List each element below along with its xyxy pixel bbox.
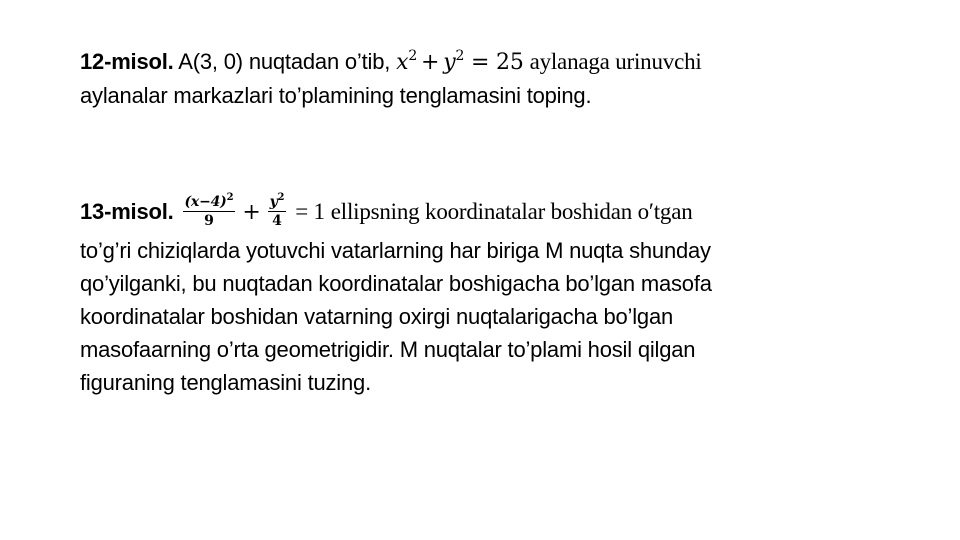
fraction-y-numerator [268, 191, 287, 212]
fraction-x-denominator: 9 [204, 212, 214, 229]
fraction-x-exp: 2 [226, 191, 234, 203]
fraction-x-numerator [183, 191, 236, 212]
problem-12-text-after-eq: aylanaga urinuvchi [529, 49, 702, 74]
fraction-y-denominator: 4 [272, 212, 282, 229]
ellipse-plus: + [242, 200, 261, 225]
problem-12-line-1 [80, 45, 890, 79]
problem-13-label: 13-misol. [80, 199, 174, 224]
eq-var-y: y [443, 50, 456, 75]
problem-13-line-5: masofaarning o’rta geometrigidir. M nuqtalar to’plami hosil qilgan [80, 337, 696, 362]
problem-13-line-3: qo’yilganki, bu nuqtadan koordinatalar boshigacha bo’lgan masofa [80, 271, 712, 296]
fraction-x-term [183, 191, 236, 229]
eq-exp-x: 2 [408, 48, 418, 64]
eq-plus: + [421, 50, 440, 75]
problem-13 [80, 190, 890, 399]
fraction-y-numerator-text: y [269, 193, 278, 210]
circle-equation [396, 50, 524, 75]
problem-13-line-4: koordinatalar boshidan vatarning oxirgi nuqtalarigacha bo’lgan [80, 304, 674, 329]
problem-13-line-2: to’g’ri chiziqlarda yotuvchi vatarlarning har biriga M nuqta shunday [80, 238, 711, 263]
fraction-x-numerator-text: (x−4) [184, 193, 227, 210]
eq-rhs: = 25 [471, 50, 524, 75]
problem-12-line-2: aylanalar markazlari to’plamining tenglamasini toping. [80, 83, 592, 108]
problem-13-line-6: figuraning tenglamasini tuzing. [80, 370, 371, 395]
problem-12-label: 12-misol. [80, 49, 174, 74]
problem-12-point: A(3, 0) [178, 49, 243, 74]
eq-var-x: x [396, 50, 409, 75]
eq-exp-y: 2 [455, 48, 465, 64]
fraction-y-exp: 2 [277, 191, 285, 203]
fraction-y-term [268, 191, 287, 229]
problem-13-line-1 [80, 190, 890, 234]
problem-13-text-after-eq: ellipsning koordinatalar boshidan o′tgan [330, 199, 693, 224]
problem-12-text-before-eq: nuqtadan o’tib, [248, 49, 391, 74]
ellipse-rhs: = 1 [295, 199, 325, 224]
problem-12 [80, 45, 890, 112]
